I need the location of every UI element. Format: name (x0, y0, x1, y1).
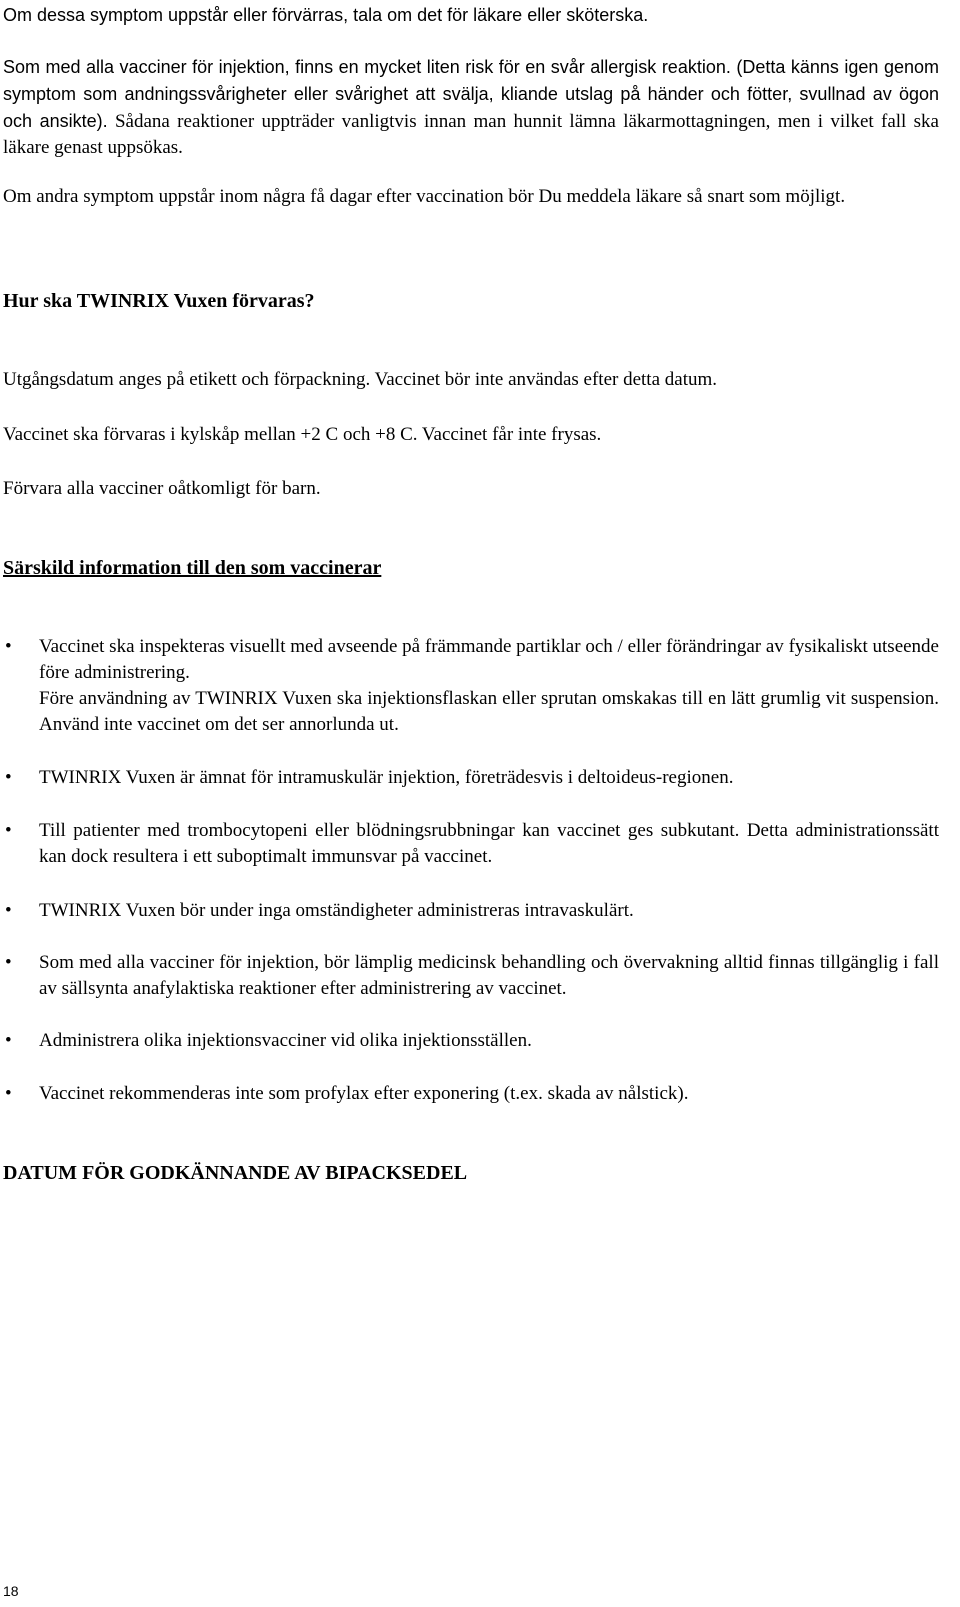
storage-line-3: Förvara alla vacciner oåtkomligt för barn. (3, 478, 321, 499)
bullet-icon: • (5, 900, 12, 921)
bullet-icon: • (5, 952, 12, 973)
list-item (3, 765, 939, 791)
storage-heading: Hur ska TWINRIX Vuxen förvaras? (3, 290, 315, 312)
list-item-text: Som med alla vacciner för injektion, bör lämplig medicinsk behandling och övervakning alltid finnas tillgänglig i fall av sällsynta anafylaktiska reaktioner efter administrering av vaccinet. (39, 952, 939, 999)
list-item-text: Till patienter med trombocytopeni eller blödningsrubbningar kan vaccinet ges subkutant. Detta administrationssätt kan dock resultera i ett suboptimalt immunsvar på vaccinet. (39, 820, 939, 867)
list-item-text: Vaccinet rekommenderas inte som profylax efter exponering (t.ex. skada av nålstick). (39, 1083, 689, 1104)
intro-paragraph-2 (3, 54, 939, 161)
bullet-icon: • (5, 767, 12, 788)
intro-paragraph-2-serif: Sådana reaktioner uppträder vanligtvis innan man hunnit lämna läkarmottagningen, men i vilket fall ska läkare genast uppsökas. (3, 111, 939, 158)
list-item-text: Administrera olika injektionsvacciner vid olika injektionsställen. (39, 1030, 532, 1051)
intro-paragraph-3: Om andra symptom uppstår inom några få dagar efter vaccination bör Du meddela läkare så snart som möjligt. (3, 186, 846, 207)
list-item (3, 950, 939, 1002)
list-item (3, 634, 939, 738)
list-item (3, 818, 939, 870)
list-item-text: TWINRIX Vuxen är ämnat för intramuskulär injektion, företrädesvis i deltoideus-regionen. (39, 767, 734, 788)
bullet-icon: • (5, 820, 12, 841)
list-item-text: Vaccinet ska inspekteras visuellt med avseende på främmande partiklar och / eller förändringar av fysikaliskt utseende före administrering. (39, 636, 939, 683)
list-item (3, 1081, 939, 1107)
bullet-icon: • (5, 636, 12, 657)
list-item-text: Före användning av TWINRIX Vuxen ska injektionsflaskan eller sprutan omskakas till en lätt grumlig vit suspension. Använd inte vaccinet om det ser annorlunda ut. (39, 688, 939, 735)
list-item (3, 898, 939, 924)
list-item (3, 1028, 939, 1054)
approval-date-heading: DATUM FÖR GODKÄNNANDE AV BIPACKSEDEL (3, 1162, 468, 1184)
page-number: 18 (3, 1583, 19, 1599)
list-item-text: TWINRIX Vuxen bör under inga omständigheter administreras intravaskulärt. (39, 900, 634, 921)
intro-paragraph-1: Om dessa symptom uppstår eller förvärras, tala om det för läkare eller sköterska. (3, 5, 649, 25)
storage-line-2: Vaccinet ska förvaras i kylskåp mellan +2 C och +8 C. Vaccinet får inte frysas. (3, 424, 602, 445)
special-info-heading: Särskild information till den som vaccinerar (3, 557, 382, 579)
storage-line-1: Utgångsdatum anges på etikett och förpackning. Vaccinet bör inte användas efter detta datum. (3, 369, 718, 390)
bullet-icon: • (5, 1083, 12, 1104)
bullet-icon: • (5, 1030, 12, 1051)
intro-paragraph-2-sans: Som med alla vacciner för injektion, finns en mycket liten risk för en svår allergisk reaktion. (Detta känns igen genom symptom som andningssvårigheter eller svårighet att svälja, kliande utslag på händer och fötter, svullnad av ögon och ansikte). (3, 57, 939, 131)
